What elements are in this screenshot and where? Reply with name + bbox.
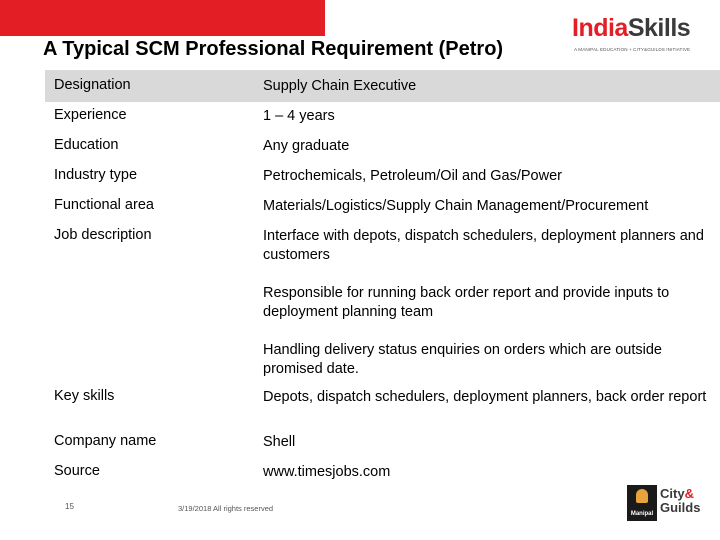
row-value: Petrochemicals, Petroleum/Oil and Gas/Power xyxy=(263,168,562,184)
row-value: Any graduate xyxy=(263,138,350,154)
row-value: Materials/Logistics/Supply Chain Management/Procurement xyxy=(263,198,649,214)
slide-title: A Typical SCM Professional Requirement (Petro) xyxy=(43,38,504,60)
table-header-row xyxy=(45,70,720,102)
indiaskills-logo xyxy=(572,14,702,62)
manipal-emblem-icon xyxy=(627,485,657,521)
city-guilds-logo xyxy=(627,485,717,525)
row-value: 1 – 4 years xyxy=(263,108,335,124)
row-value: Shell xyxy=(263,434,296,450)
row-label: Experience xyxy=(54,107,127,123)
header-value: Supply Chain Executive xyxy=(263,78,417,94)
row-label: Company name xyxy=(54,433,157,449)
emblem-label: Manipal xyxy=(630,511,654,517)
row-label: Functional area xyxy=(54,197,154,213)
job-description-line: Handling delivery status enquiries on orders which are outside promised date. xyxy=(263,342,662,377)
row-value: www.timesjobs.com xyxy=(263,464,391,480)
header-label: Designation xyxy=(54,77,131,93)
job-description-line: Interface with depots, dispatch schedulers, deployment planners and customers xyxy=(263,228,704,263)
header-red-bar xyxy=(0,0,325,36)
requirement-table xyxy=(45,70,720,480)
row-value: Depots, dispatch schedulers, deployment planners, back order report xyxy=(263,389,707,405)
row-label: Job description xyxy=(54,227,152,243)
row-label: Industry type xyxy=(54,167,138,183)
job-description-line: Responsible for running back order report and provide inputs to deployment planning team xyxy=(263,285,670,320)
figure-icon xyxy=(636,489,648,503)
row-label: Key skills xyxy=(54,388,115,404)
city-guilds-wordmark: City& Guilds xyxy=(660,486,701,515)
logo-wordmark: IndiaSkills xyxy=(572,14,691,42)
page-number: 15 xyxy=(65,502,74,511)
row-value xyxy=(263,227,718,398)
logo-tagline: A MANIPAL EDUCATION + CITY&GUILDS INITIATIVE xyxy=(574,47,691,52)
row-label: Education xyxy=(54,137,119,153)
row-label: Source xyxy=(54,463,100,479)
footer-date: 3/19/2018 All rights reserved xyxy=(178,504,274,513)
